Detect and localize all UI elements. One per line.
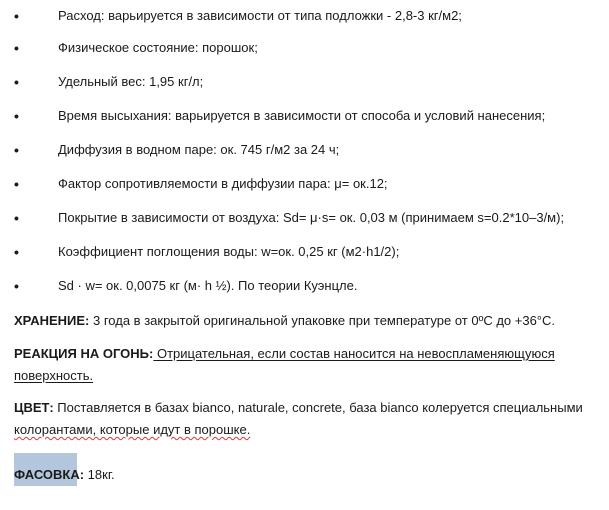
bullet-marker: • xyxy=(14,142,19,158)
list-item xyxy=(0,38,609,58)
color-paragraph xyxy=(14,397,604,441)
storage-text: 3 года в закрытой оригинальной упаковке при температуре от 0ºС до +36°С. xyxy=(89,313,555,328)
list-item xyxy=(0,106,609,126)
list-item xyxy=(0,174,609,194)
packing-label: ФАСОВКА: xyxy=(14,467,85,482)
list-item xyxy=(0,208,609,228)
bullet-marker: • xyxy=(14,8,19,24)
list-item xyxy=(0,6,609,26)
bullet-marker: • xyxy=(14,176,19,192)
list-item xyxy=(0,140,609,160)
fire-reaction-text-line1: Отрицательная, если состав наносится на невоспламеняющуюся xyxy=(153,346,555,361)
list-item-text: Время высыхания: варьируется в зависимости от способа и условий нанесения; xyxy=(58,108,546,123)
list-item-text: Покрытие в зависимости от воздуха: Sd= μ·s= ок. 0,03 м (принимаем s=0.2*10–3/м); xyxy=(58,210,565,225)
storage-paragraph xyxy=(14,310,604,332)
bullet-marker: • xyxy=(14,278,19,294)
list-item xyxy=(0,276,609,296)
bullet-marker: • xyxy=(14,244,19,260)
list-item xyxy=(0,72,609,92)
bullet-marker: • xyxy=(14,210,19,226)
packing-text: 18кг. xyxy=(84,467,115,482)
list-item-text: Расход: варьируется в зависимости от типа подложки - 2,8-3 кг/м2; xyxy=(58,8,462,23)
list-item xyxy=(0,242,609,262)
list-item-text: Удельный вес: 1,95 кг/л; xyxy=(58,74,204,89)
fire-reaction-label: РЕАКЦИЯ НА ОГОНЬ: xyxy=(14,346,154,361)
list-item-text: Фактор сопротивляемости в диффузии пара: μ= ок.12; xyxy=(58,176,388,191)
color-text-line1: Поставляется в базах bianco, naturale, concrete, база bianco колеруется специальными xyxy=(53,400,583,415)
bullet-marker: • xyxy=(14,40,19,56)
list-item-text: Физическое состояние: порошок; xyxy=(58,40,258,55)
packing-paragraph xyxy=(14,464,115,486)
bullet-marker: • xyxy=(14,74,19,90)
list-item-text: Коэффициент поглощения воды: w=ок. 0,25 кг (м2·h1/2); xyxy=(58,244,400,259)
color-label: ЦВЕТ: xyxy=(14,400,54,415)
list-item-text: Диффузия в водном паре: ок. 745 г/м2 за 24 ч; xyxy=(58,142,340,157)
color-text-line2: колорантами, которые идут в порошке. xyxy=(14,422,251,437)
fire-reaction-text-line2: поверхность. xyxy=(14,368,94,383)
fire-reaction-paragraph xyxy=(14,343,604,387)
bullet-marker: • xyxy=(14,108,19,124)
storage-label: ХРАНЕНИЕ: xyxy=(14,313,90,328)
list-item-text: Sd · w= ок. 0,0075 кг (м· h ½). По теории Куэнцле. xyxy=(58,278,358,293)
